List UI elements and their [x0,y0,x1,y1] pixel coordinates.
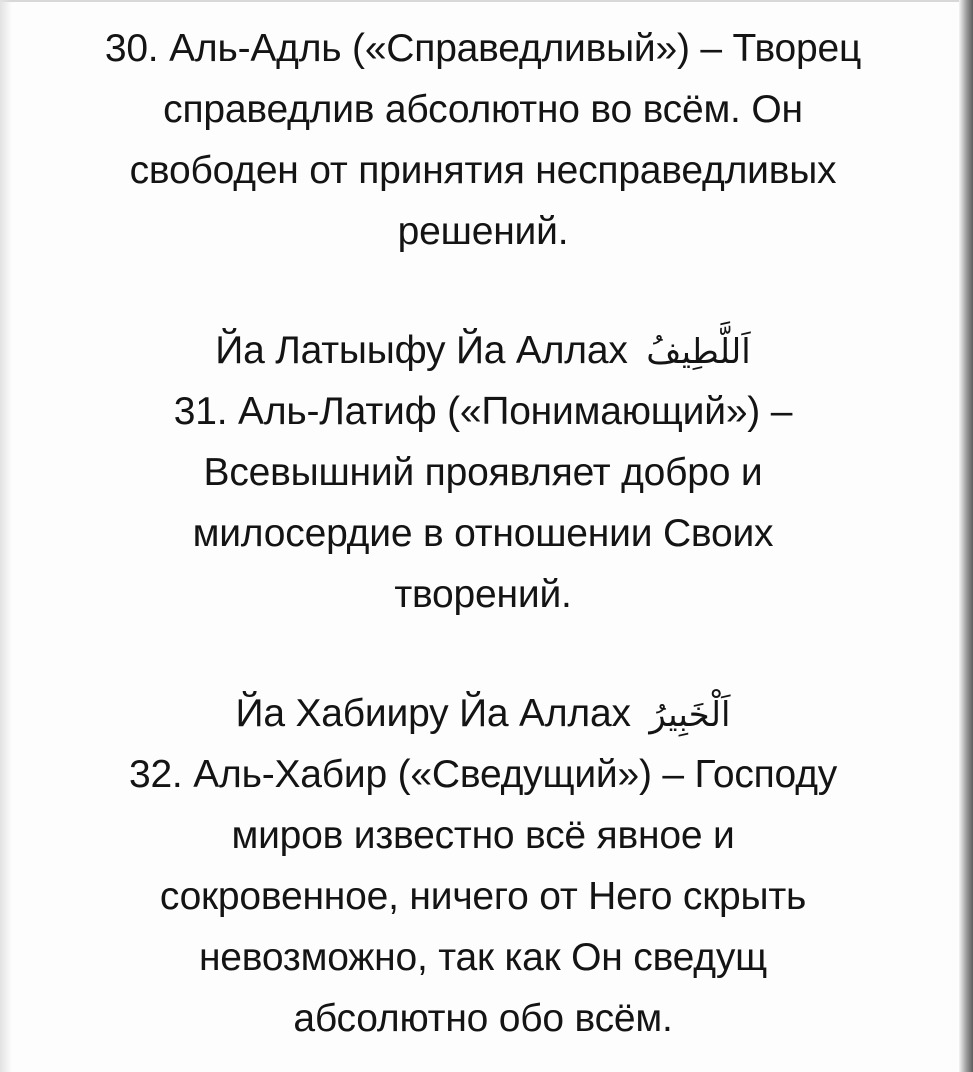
entry-30-line-1: 30. Аль-Адль («Справедливый») – Творец [104,27,862,70]
entry-31-heading [18,320,948,381]
entry-32-transliteration: Йа Хабииру Йа Аллах [235,692,631,735]
entry-31-line-1: 31. Аль-Латиф («Понимающий») – [173,390,793,433]
entry-31-line-3: милосердие в отношении Своих [192,512,774,555]
entry-32-line-2: миров известно всё явное и [231,814,735,857]
entry-32-line-1: 32. Аль-Хабир («Сведущий») – Господу [128,753,838,796]
entry-32-heading [18,683,948,744]
entry-31-line-4: творений. [394,573,572,616]
entry-30 [18,18,948,262]
entry-31-line-2: Всевышний проявляет добро и [203,451,763,494]
entry-32-arabic-name: اَلْخَبِيرُ [649,695,731,735]
entry-31-arabic-name: اَللَّطِيفُ [646,332,751,372]
entry-32-line-3: сокровенное, ничего от Него скрыть [159,875,807,918]
entry-30-line-2: справедлив абсолютно во всём. Он [163,88,803,131]
entry-30-line-4: решений. [397,210,569,253]
right-edge-shadow [959,0,973,1072]
left-edge-shadow [0,0,12,1072]
entry-32-line-5: абсолютно обо всём. [293,997,673,1040]
paragraph-gap [18,262,948,320]
entry-32 [18,683,948,1049]
entry-31 [18,320,948,625]
names-of-allah-text [18,18,948,1049]
entry-30-line-3: свободен от принятия несправедливых [129,149,837,192]
paragraph-gap [18,625,948,683]
entry-31-transliteration: Йа Латыыфу Йа Аллах [215,329,628,372]
top-border [0,0,973,2]
entry-32-line-4: невозможно, так как Он сведущ [198,936,768,979]
